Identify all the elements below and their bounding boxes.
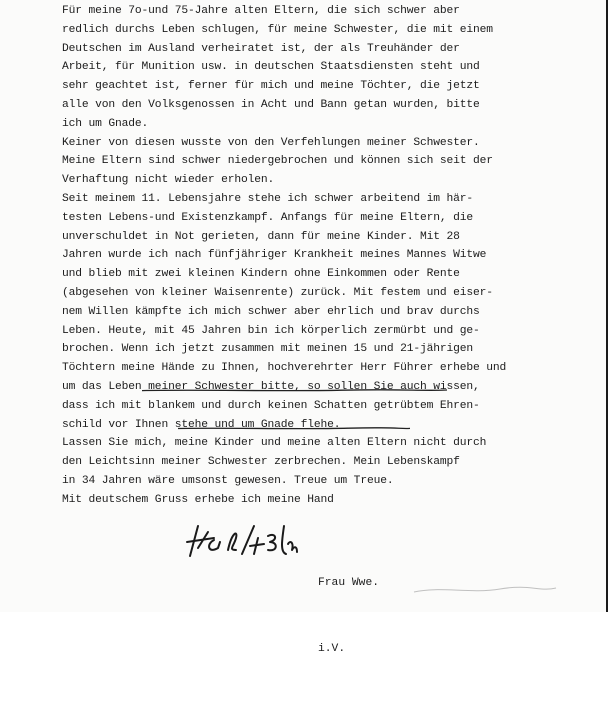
text-line: unverschuldet in Not gerieten, dann für meine Kinder. Mit 28 (62, 230, 460, 243)
text-line: Meine Eltern sind schwer niedergebrochen und können sich seit der (62, 155, 493, 168)
text-line: Arbeit, für Munition usw. in deutschen Staatsdiensten steht und (62, 61, 480, 74)
text-line: Seit meinem 11. Lebensjahre stehe ich schwer arbeitend im här- (62, 192, 474, 205)
text-line: um das Leben meiner Schwester bitte, so sollen Sie auch wissen, (62, 380, 480, 393)
text-line: Mit deutschem Gruss erhebe ich meine Hand (62, 493, 334, 506)
text-line: Jahren wurde ich nach fünfjähriger Krankheit meines Mannes Witwe (62, 249, 487, 262)
text-line: und blieb mit zwei kleinen Kindern ohne Einkommen oder Rente (62, 268, 460, 281)
signature-block (318, 528, 379, 704)
text-line: alle von den Volksgenossen in Acht und Bann getan wurden, bitte (62, 98, 480, 111)
handwriting-strokes-icon (184, 520, 299, 564)
text-line: dass ich mit blankem und durch keinen Schatten getrübtem Ehren- (62, 399, 480, 412)
signature-line-2: i.V. (318, 643, 346, 655)
text-line: den Leichtsinn meiner Schwester zerbrechen. Mein Lebenskampf (62, 456, 460, 469)
text-line: ich um Gnade. (62, 117, 149, 130)
text-line: Verhaftung nicht wieder erholen. (62, 174, 275, 187)
handwritten-underline (142, 389, 447, 392)
text-line: nem Willen kämpfte ich mich schwer aber ehrlich und brav durchs (62, 305, 480, 318)
text-line: sehr geachtet ist, ferner für mich und meine Töchter, die jetzt (62, 80, 480, 93)
scan-smudge (410, 580, 560, 600)
text-line: testen Lebens-und Existenzkampf. Anfangs für meine Eltern, die (62, 211, 474, 224)
text-line: Deutschen im Ausland verheiratet ist, der als Treuhänder der (62, 42, 460, 55)
text-line: in 34 Jahren wäre umsonst gewesen. Treue um Treue. (62, 474, 394, 487)
text-line: redlich durchs Leben schlugen, für meine Schwester, die mit einem (62, 23, 493, 36)
text-line: Töchtern meine Hände zu Ihnen, hochverehrter Herr Führer erhebe und (62, 362, 507, 375)
text-line: Keiner von diesen wusste von den Verfehlungen meiner Schwester. (62, 136, 480, 149)
text-line: Leben. Heute, mit 45 Jahren bin ich körperlich zermürbt und ge- (62, 324, 480, 337)
text-line: (abgesehen von kleiner Waisenrente) zurück. Mit festem und eiser- (62, 286, 493, 299)
signature-line-1: Frau Wwe. (318, 577, 380, 589)
text-line: schild vor Ihnen stehe und um Gnade flehe. (62, 418, 341, 431)
handwritten-annotation (184, 520, 299, 564)
letter-body (62, 2, 607, 510)
text-line: Lassen Sie mich, meine Kinder und meine alten Eltern nicht durch (62, 437, 487, 450)
text-line: Für meine 7o-und 75-Jahre alten Eltern, die sich schwer aber (62, 5, 460, 17)
page-margin (608, 0, 616, 612)
handwritten-underline (178, 427, 410, 430)
text-line: brochen. Wenn ich jetzt zusammen mit meinen 15 und 21-jährigen (62, 343, 474, 356)
